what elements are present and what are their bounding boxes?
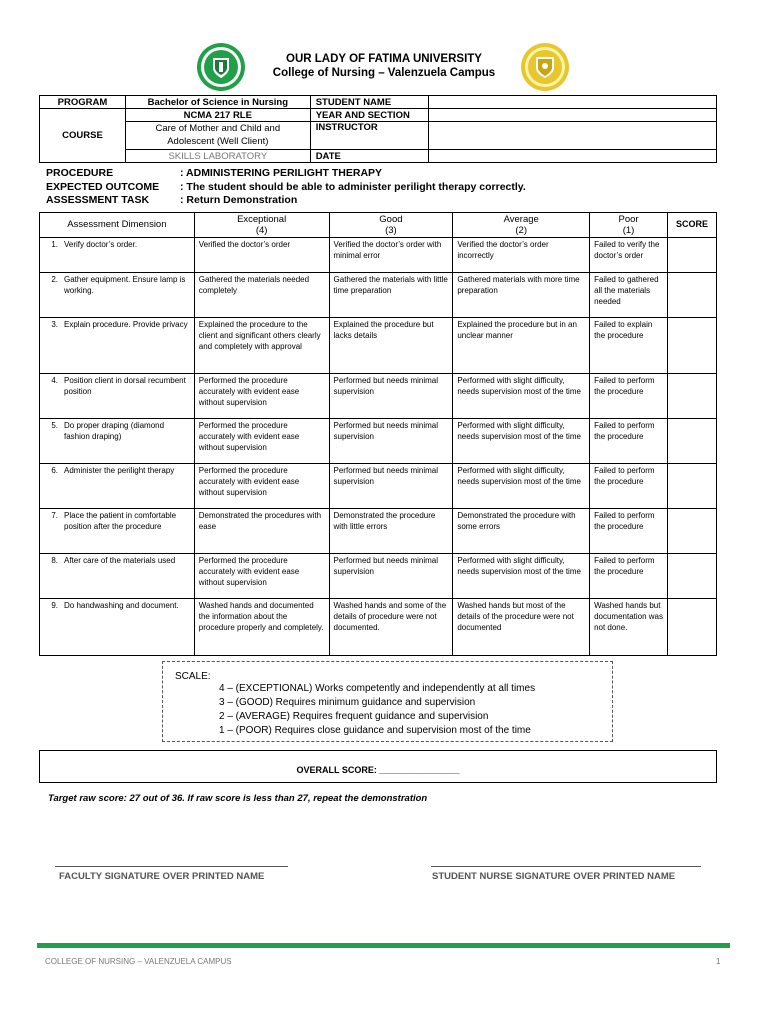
- dimension-text: Administer the perilight therapy: [64, 466, 175, 475]
- year-section-field[interactable]: [428, 109, 716, 122]
- course-title-line-2: Adolescent (Well Client): [167, 135, 269, 147]
- dimension-text: Verify doctor’s order.: [64, 240, 138, 249]
- date-field[interactable]: [428, 150, 716, 163]
- document-header: [0, 42, 768, 92]
- average-cell: Performed with slight difficulty, needs supervision most of the time: [453, 419, 590, 464]
- student-signature-line[interactable]: [431, 866, 701, 867]
- row-number: 7.: [51, 511, 58, 520]
- average-cell: Gathered materials with more time preparation: [453, 273, 590, 318]
- header-exceptional: [194, 213, 329, 238]
- good-cell: Gathered the materials with little time preparation: [329, 273, 453, 318]
- dimension-cell: [40, 464, 195, 509]
- header-dimension: Assessment Dimension: [40, 213, 195, 238]
- scale-line-good: 3 – (GOOD) Requires minimum guidance and supervision: [219, 697, 476, 708]
- student-name-label: STUDENT NAME: [310, 96, 428, 109]
- program-label: PROGRAM: [40, 96, 126, 109]
- header-average-points: (2): [515, 225, 527, 236]
- course-info-table: [39, 95, 717, 163]
- assessment-task-label: ASSESSMENT TASK: [46, 194, 150, 206]
- exceptional-cell: Washed hands and documented the information about the procedure properly and completely.: [194, 599, 329, 656]
- row-number: 1.: [51, 240, 58, 249]
- average-cell: Explained the procedure but in an unclear manner: [453, 318, 590, 374]
- dimension-text: Explain procedure. Provide privacy: [64, 320, 188, 329]
- score-cell[interactable]: [668, 464, 717, 509]
- course-title: [125, 122, 310, 150]
- good-cell: Performed but needs minimal supervision: [329, 374, 453, 419]
- exceptional-cell: Verified the doctor’s order: [194, 238, 329, 273]
- scale-line-average: 2 – (AVERAGE) Requires frequent guidance and supervision: [219, 711, 489, 722]
- dimension-text: Position client in dorsal recumbent position: [64, 376, 186, 396]
- header-good-points: (3): [385, 225, 397, 236]
- college-name: College of Nursing – Valenzuela Campus: [272, 67, 496, 79]
- dimension-text: Do handwashing and document.: [64, 601, 179, 610]
- poor-cell: Failed to perform the procedure: [590, 554, 668, 599]
- rubric-row: [40, 374, 717, 419]
- instructor-label: INSTRUCTOR: [310, 122, 428, 150]
- poor-cell: Washed hands but documentation was not done.: [590, 599, 668, 656]
- expected-outcome-label: EXPECTED OUTCOME: [46, 180, 160, 193]
- row-number: 9.: [51, 601, 58, 610]
- university-name: OUR LADY OF FATIMA UNIVERSITY: [286, 53, 482, 65]
- row-number: 8.: [51, 556, 58, 565]
- overall-score-label: OVERALL SCORE: ________________: [296, 765, 460, 775]
- header-exceptional-label: Exceptional: [237, 213, 287, 225]
- rubric-table: [39, 212, 717, 656]
- score-cell[interactable]: [668, 419, 717, 464]
- dimension-text: Do proper draping (diamond fashion draping): [64, 421, 165, 441]
- score-cell[interactable]: [668, 238, 717, 273]
- dimension-text: Gather equipment. Ensure lamp is working.: [64, 275, 186, 295]
- dimension-cell: [40, 318, 195, 374]
- dimension-text: After care of the materials used: [64, 556, 176, 565]
- average-cell: Performed with slight difficulty, needs supervision most of the time: [453, 554, 590, 599]
- dimension-cell: [40, 554, 195, 599]
- header-good-label: Good: [379, 213, 403, 225]
- header-good: [329, 213, 453, 238]
- header-poor-points: (1): [622, 225, 635, 236]
- course-code: NCMA 217 RLE: [125, 109, 310, 122]
- rubric-row: [40, 273, 717, 318]
- score-cell[interactable]: [668, 554, 717, 599]
- target-score-note: Target raw score: 27 out of 36. If raw score is less than 27, repeat the demonstration: [48, 793, 428, 804]
- average-cell: Performed with slight difficulty, needs supervision most of the time: [453, 374, 590, 419]
- poor-cell: Failed to perform the procedure: [590, 509, 668, 554]
- exceptional-cell: Performed the procedure accurately with evident ease without supervision: [194, 374, 329, 419]
- scale-line-exceptional: 4 – (EXCEPTIONAL) Works competently and independently at all times: [219, 683, 536, 694]
- poor-cell: Failed to perform the procedure: [590, 374, 668, 419]
- dimension-cell: [40, 374, 195, 419]
- instructor-field[interactable]: [428, 122, 716, 150]
- poor-cell: Failed to gathered all the materials needed: [590, 273, 668, 318]
- rubric-row: [40, 238, 717, 273]
- row-number: 4.: [51, 376, 58, 385]
- score-cell[interactable]: [668, 599, 717, 656]
- course-title-line-1: Care of Mother and Child and: [155, 123, 281, 134]
- good-cell: Performed but needs minimal supervision: [329, 464, 453, 509]
- page-number: 1: [716, 957, 721, 966]
- date-label: DATE: [310, 150, 428, 163]
- procedure-value: : ADMINISTERING PERILIGHT THERAPY: [180, 167, 383, 179]
- scale-box: [162, 661, 613, 742]
- procedure-label: PROCEDURE: [46, 167, 114, 179]
- rubric-row: [40, 599, 717, 656]
- header-average: [453, 213, 590, 238]
- program-value: Bachelor of Science in Nursing: [125, 96, 310, 109]
- footer-divider: [37, 943, 730, 948]
- row-number: 6.: [51, 466, 58, 475]
- rubric-row: [40, 554, 717, 599]
- good-cell: Demonstrated the procedure with little errors: [329, 509, 453, 554]
- expected-outcome-value: : The student should be able to administer perilight therapy correctly.: [180, 180, 526, 193]
- rubric-row: [40, 464, 717, 509]
- dimension-cell: [40, 273, 195, 318]
- header-poor: [590, 213, 668, 238]
- exceptional-cell: Demonstrated the procedures with ease: [194, 509, 329, 554]
- course-setting: SKILLS LABORATORY: [125, 150, 310, 163]
- row-number: 5.: [51, 421, 58, 430]
- row-number: 3.: [51, 320, 58, 329]
- scale-line-poor: 1 – (POOR) Requires close guidance and supervision most of the time: [219, 725, 531, 736]
- good-cell: Performed but needs minimal supervision: [329, 554, 453, 599]
- procedure-block: [46, 167, 526, 208]
- row-number: 2.: [51, 275, 58, 284]
- average-cell: Demonstrated the procedure with some errors: [453, 509, 590, 554]
- student-name-field[interactable]: [428, 96, 716, 109]
- overall-score-box[interactable]: [39, 750, 717, 783]
- dimension-cell: [40, 509, 195, 554]
- poor-cell: Failed to explain the procedure: [590, 318, 668, 374]
- rubric-row: [40, 509, 717, 554]
- exceptional-cell: Performed the procedure accurately with evident ease without supervision: [194, 419, 329, 464]
- dimension-text: Place the patient in comfortable position after the procedure: [64, 511, 177, 531]
- average-cell: Verified the doctor’s order incorrectly: [453, 238, 590, 273]
- course-label: COURSE: [40, 109, 126, 163]
- header-average-label: Average: [503, 213, 539, 225]
- rubric-row: [40, 419, 717, 464]
- assessment-task-value: : Return Demonstration: [180, 194, 298, 206]
- dimension-cell: [40, 599, 195, 656]
- score-cell[interactable]: [668, 374, 717, 419]
- dimension-cell: [40, 238, 195, 273]
- header-poor-label: Poor: [618, 213, 639, 225]
- header-score: SCORE: [668, 213, 717, 238]
- score-cell[interactable]: [668, 273, 717, 318]
- exceptional-cell: Explained the procedure to the client and significant others clearly and completely with approval: [194, 318, 329, 374]
- nursing-seal-icon: [520, 42, 570, 92]
- good-cell: Washed hands and some of the details of procedure were not documented.: [329, 599, 453, 656]
- student-signature-label: STUDENT NURSE SIGNATURE OVER PRINTED NAME: [432, 871, 676, 882]
- poor-cell: Failed to perform the procedure: [590, 464, 668, 509]
- good-cell: Explained the procedure but lacks details: [329, 318, 453, 374]
- exceptional-cell: Performed the procedure accurately with evident ease without supervision: [194, 464, 329, 509]
- score-cell[interactable]: [668, 509, 717, 554]
- footer-college: COLLEGE OF NURSING – VALENZUELA CAMPUS: [45, 957, 232, 966]
- exceptional-cell: Gathered the materials needed completely: [194, 273, 329, 318]
- poor-cell: Failed to perform the procedure: [590, 419, 668, 464]
- header-exceptional-points: (4): [255, 225, 268, 236]
- good-cell: Verified the doctor’s order with minimal error: [329, 238, 453, 273]
- poor-cell: Failed to verify the doctor’s order: [590, 238, 668, 273]
- dimension-cell: [40, 419, 195, 464]
- average-cell: Performed with slight difficulty, needs supervision most of the time: [453, 464, 590, 509]
- good-cell: Performed but needs minimal supervision: [329, 419, 453, 464]
- rubric-row: [40, 318, 717, 374]
- scale-title: SCALE:: [175, 671, 211, 682]
- faculty-signature-label: FACULTY SIGNATURE OVER PRINTED NAME: [59, 871, 265, 882]
- score-cell[interactable]: [668, 318, 717, 374]
- faculty-signature-line[interactable]: [55, 866, 288, 867]
- year-section-label: YEAR AND SECTION: [310, 109, 428, 122]
- average-cell: Washed hands but most of the details of the procedure were not documented: [453, 599, 590, 656]
- exceptional-cell: Performed the procedure accurately with evident ease without supervision: [194, 554, 329, 599]
